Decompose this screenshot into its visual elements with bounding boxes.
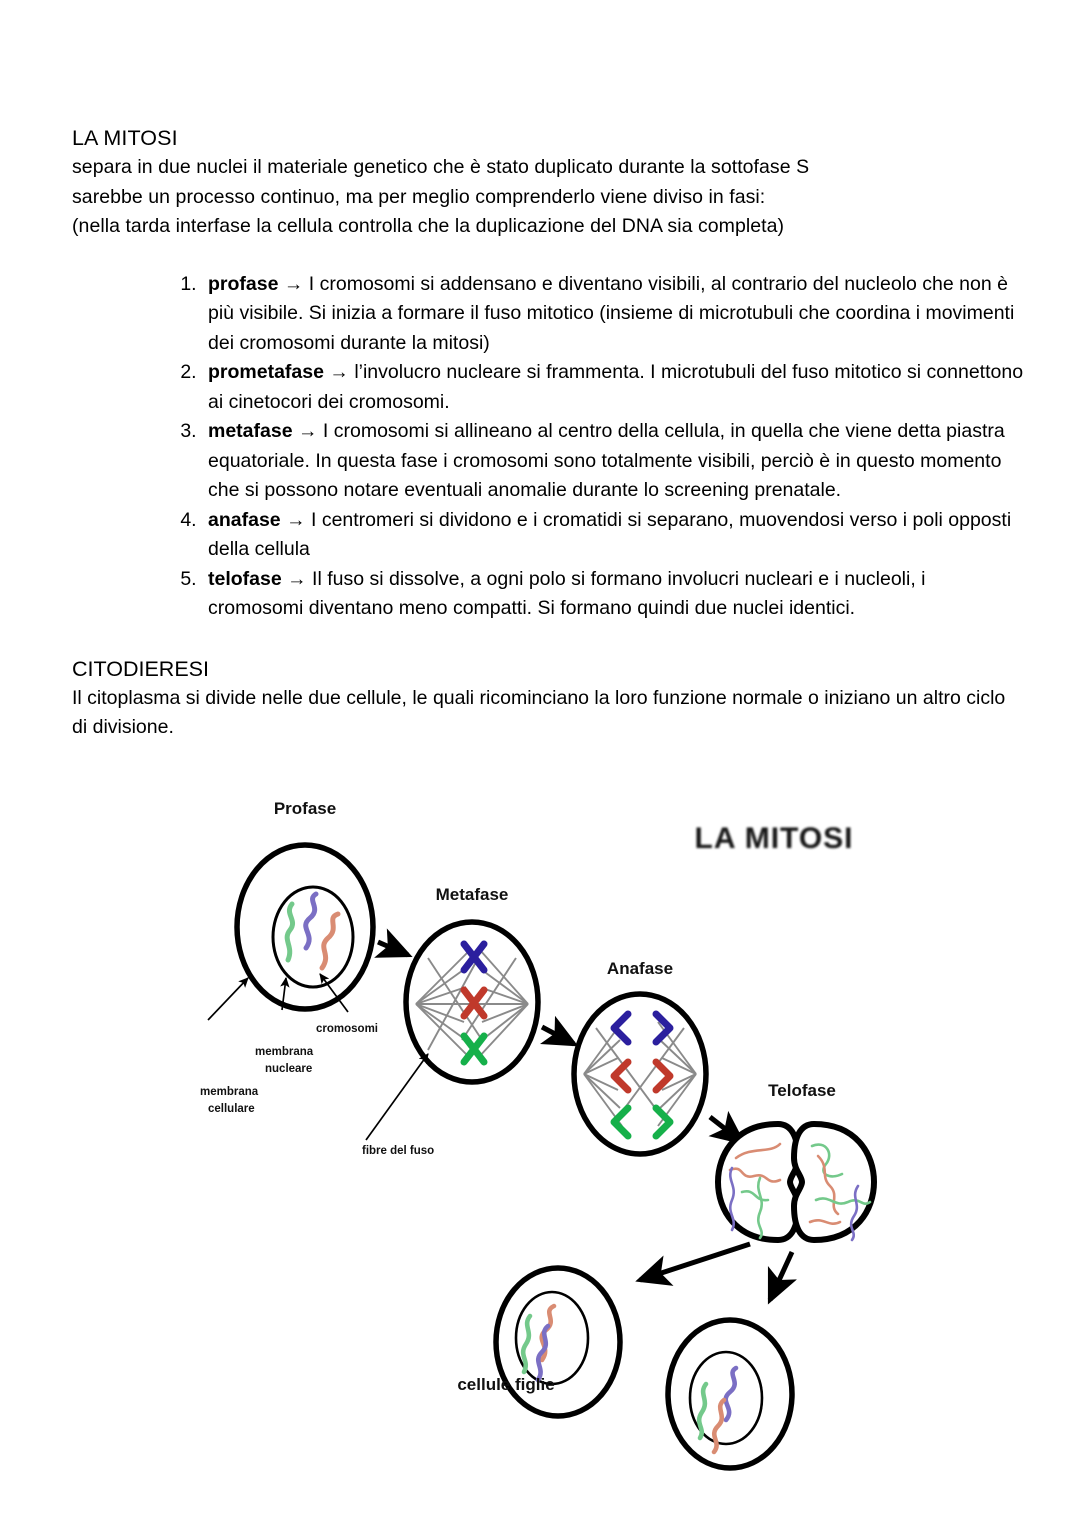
intro-line-3: (nella tarda interfase la cellula controlla che la duplicazione del DNA sia completa) [72,215,785,237]
phase-term: anafase [208,508,281,531]
arrow-icon: → [286,508,306,531]
figure-wordart-text: LA MITOSI [694,822,854,855]
phase-term: telofase [208,567,282,590]
stage-title-profase: Profase [273,799,337,818]
phase-description: l’involucro nucleare si frammenta. I microtubuli del fuso mitotico si connettono ai cinetocori dei cromosomi. [208,361,1024,413]
stage-title-telofase: Telofase [768,1081,836,1100]
mitosis-diagram-figure [170,782,890,1394]
phase-term: profase [208,272,279,295]
document-content [72,124,1024,743]
label-membrana-nucleare-line1: membrana [255,1046,314,1058]
phase-description: I cromosomi si allineano al centro della cellula, in quella che viene detta piastra equatoriale. In questa fase i cromosomi sono totalmente visibili, perciò è in questo momento che si possono notare eventuali anomalie durante lo screening prenatale. [208,420,1005,501]
phase-term: prometafase [208,361,324,383]
figure-wordart-title [695,822,854,855]
list-item [202,565,1024,624]
phase-description: I cromosomi si addensano e diventano visibili, al contrario del nucleolo che non è più visibile. Si inizia a formare il fuso mitotico (insieme di microtubuli che coordina i movimenti dei cromosomi durante la mitosi) [208,272,1015,354]
label-cellule-figlie: cellule figlie [457,1375,555,1394]
mitosis-phase-list [72,270,1024,624]
arrow-icon: → [297,420,318,442]
cell-membrane-anafase [574,994,706,1154]
label-fibre-del-fuso: fibre del fuso [362,1145,435,1157]
list-item [202,270,1024,359]
intro-paragraph [72,153,1024,242]
list-item [202,417,1024,506]
page-title: LA MITOSI [72,126,178,150]
daughter-cell-right [668,1320,792,1468]
phase-term: metafase [208,420,293,442]
arrow-icon: → [287,567,307,590]
section-heading-citodieresi: CITODIERESI [72,656,209,681]
arrow-icon: → [329,361,349,383]
list-item [202,358,1024,417]
section-body-citodieresi: Il citoplasma si divide nelle due cellule, le quali ricominciano la loro funzione normale o iniziano un altro ciclo di divisione. [72,686,1006,738]
label-membrana-cellulare-line1: membrana [200,1086,259,1098]
intro-line-2: sarebbe un processo continuo, ma per meglio comprenderlo viene diviso in fasi: [72,185,766,208]
phase-description: Il fuso si dissolve, a ogni polo si formano involucri nucleari e i nucleoli, i cromosomi diventano meno compatti. Si formano quindi due nuclei identici. [208,567,926,619]
phase-description: I centromeri si dividono e i cromatidi si separano, muovendosi verso i poli opposti della cellula [208,508,1012,560]
label-membrana-cellulare-line2: cellulare [208,1103,255,1115]
label-membrana-nucleare-line2: nucleare [265,1063,313,1075]
list-item [202,506,1024,565]
label-cromosomi: cromosomi [316,1023,378,1035]
intro-line-1: separa in due nuclei il materiale genetico che è stato duplicato durante la sottofase S [72,156,810,178]
stage-title-metafase: Metafase [435,885,509,904]
stage-title-anafase: Anafase [606,959,674,978]
mitosis-diagram-svg [170,782,890,1394]
arrow-icon: → [283,272,304,295]
